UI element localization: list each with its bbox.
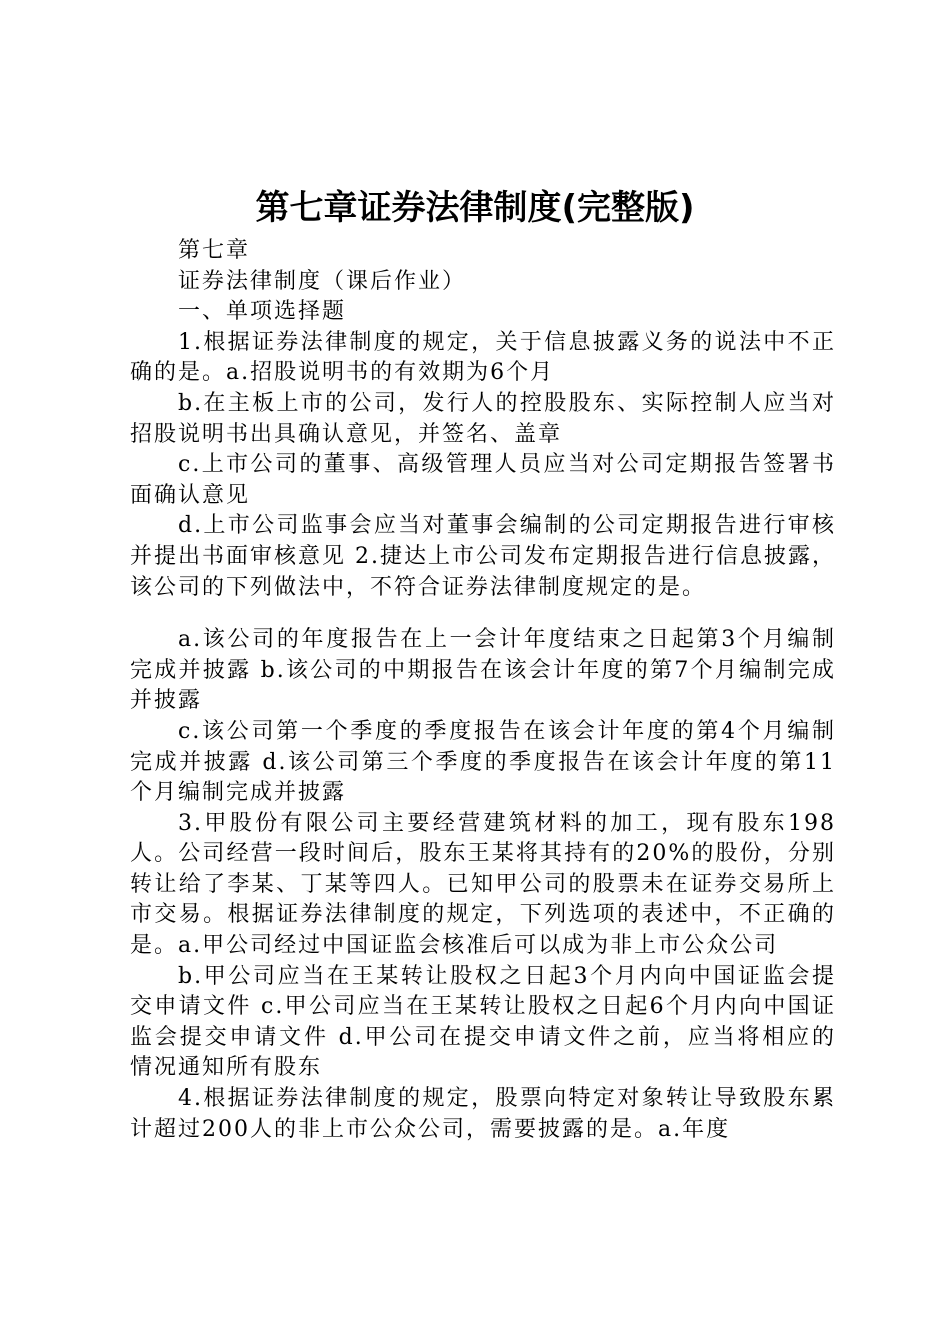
question-1-option-c: c.上市公司的董事、高级管理人员应当对公司定期报告签署书面确认意见 <box>130 452 836 508</box>
question-1: 1.根据证券法律制度的规定，关于信息披露义务的说法中不正确的是。a.招股说明书的有效期为6个月 <box>130 329 836 386</box>
question-1-option-d-question-2: d.上市公司监事会应当对董事会编制的公司定期报告进行审核并提出书面审核意见 2.捷达上市公司发布定期报告进行信息披露，该公司的下列做法中，不符合证券法律制度规定的是。 <box>130 513 836 600</box>
question-3: 3.甲股份有限公司主要经营建筑材料的加工，现有股东198人。公司经营一段时间后，股东王某将其持有的20%的股份，分别转让给了李某、丁某等四人。已知甲公司的股票未在证券交易所上市交易。根据证券法律制度的规定，下列选项的表述中，不正确的是。a.甲公司经过中国证监会核准后可以成为非上市公众公司 <box>130 810 836 959</box>
chapter-subtitle: 证券法律制度（课后作业） <box>178 268 467 294</box>
question-2-options-c-d: c.该公司第一个季度的季度报告在该会计年度的第4个月编制完成并披露 d.该公司第三个季度的季度报告在该会计年度的第11个月编制完成并披露 <box>130 718 836 806</box>
section-heading: 一、单项选择题 <box>178 299 347 325</box>
chapter-label: 第七章 <box>178 238 251 263</box>
question-2-options-a-b: a.该公司的年度报告在上一会计年度结束之日起第3个月编制完成并披露 b.该公司的中期报告在该会计年度的第7个月编制完成并披露 <box>130 627 836 714</box>
question-3-options-b-c-d: b.甲公司应当在王某转让股权之日起3个月内向中国证监会提交申请文件 c.甲公司应当在王某转让股权之日起6个月内向中国证监会提交申请文件 d.甲公司在提交申请文件之前，应当将相应的情况通知所有股东 <box>130 963 836 1081</box>
document-body <box>130 236 836 1145</box>
question-1-option-b: b.在主板上市的公司，发行人的控股股东、实际控制人应当对招股说明书出具确认意见，并签名、盖章 <box>130 390 836 447</box>
paragraph-gap <box>130 603 836 625</box>
question-4: 4.根据证券法律制度的规定，股票向特定对象转让导致股东累计超过200人的非上市公众公司，需要披露的是。a.年度 <box>130 1086 836 1142</box>
document-title: 第七章证券法律制度(完整版) <box>255 188 695 228</box>
